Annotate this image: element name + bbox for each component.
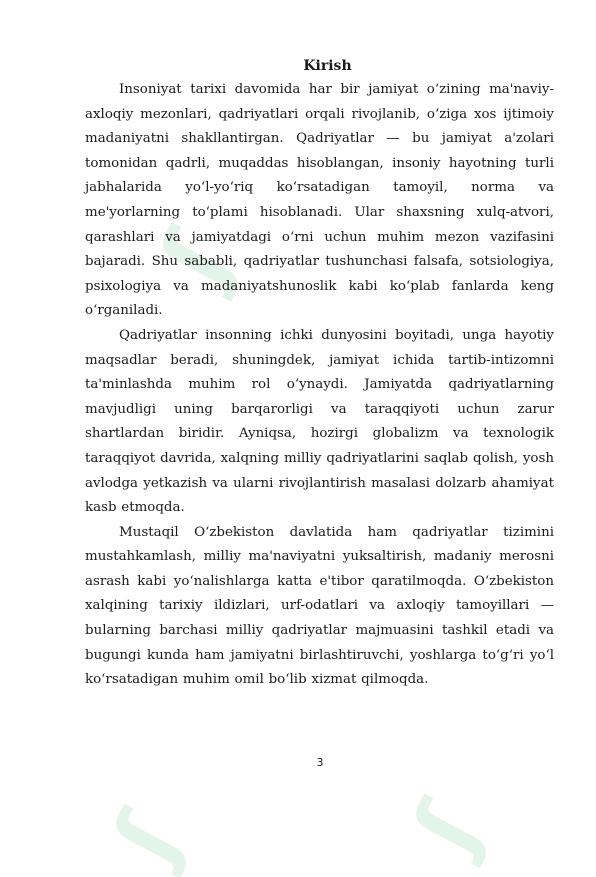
document-body [85, 54, 554, 693]
paragraph: Insoniyat tarixi davomida har bir jamiyat o‘zining ma'naviy-axloqiy mezonlari, qadriyatlari orqali rivojlanib, o‘ziga xos ijtimoiy madaniyatni shakllantirgan. Qadriyatlar — bu jamiyat a'zolari tomonidan qadrli, muqaddas hisoblangan, insoniy hayotning turli jabhalarida yo‘l-yo‘riq ko‘rsatadigan tamoyil, norma va me'yorlarning to‘plami hisoblanadi. Ular shaxsning xulq-atvori, qarashlari va jamiyatdagi o‘rni uchun muhim mezon vazifasini bajaradi. Shu sababli, qadriyatlar tushunchasi falsafa, sotsiologiya, psixologiya va madaniyatshunoslik kabi ko‘plab fanlarda keng o‘rganiladi. [85, 82, 554, 319]
document-title: Kirish [303, 58, 352, 74]
watermark-logo: ʃ [95, 797, 201, 877]
watermark-logo: ʃ [140, 215, 253, 301]
paragraph: Qadriyatlar insonning ichki dunyosini boyitadi, unga hayotiy maqsadlar beradi, shuningdek, jamiyat ichida tartib-intizomni ta'minlashda muhim rol o‘ynaydi. Jamiyatda qadriyatlarning mavjudligi uning barqarorligi va taraqqiyoti uchun zarur shartlardan biridir. Ayniqsa, hozirgi globalizm va texnologik taraqqiyot davrida, xalqning milliy qadriyatlarini saqlab qolish, yosh avlodga yetkazish va ularni rivojlantirish masalasi dolzarb ahamiyat kasb etmoqda. [85, 327, 554, 516]
watermark-logo: ʃ [395, 787, 501, 867]
page-number: 3 [316, 756, 324, 769]
paragraph: Mustaqil O‘zbekiston davlatida ham qadriyatlar tizimini mustahkamlash, milliy ma'naviyatni yuksaltirish, madaniy merosni asrash kabi yo‘nalishlarga katta e'tibor qaratilmoqda. O‘zbekiston xalqining tarixiy ildizlari, urf-odatlari va axloqiy tamoyillari — bularning barchasi milliy qadriyatlar majmuasini tashkil etadi va bugungi kunda ham jamiyatni birlashtiruvchi, yoshlarga to‘g‘ri yo‘l ko‘rsatadigan muhim omil bo‘lib xizmat qilmoqda. [85, 524, 554, 688]
